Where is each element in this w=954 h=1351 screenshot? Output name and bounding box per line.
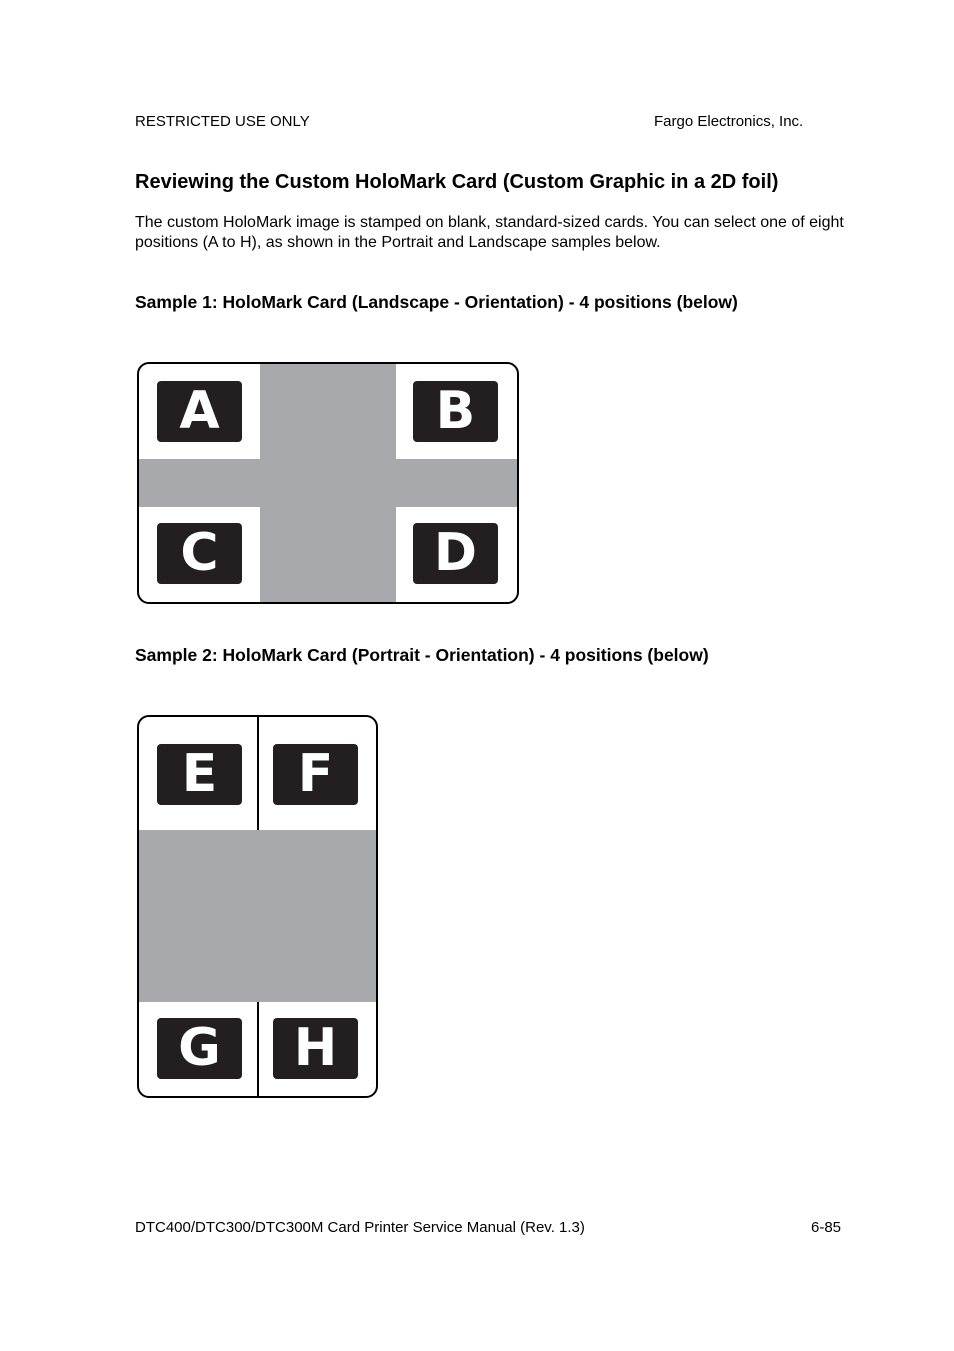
intro-paragraph: The custom HoloMark image is stamped on blank, standard-sized cards. You can select one of eight positions (A to H), as shown in the Portrait and Landscape samples below. [135,214,844,251]
horizontal-band [139,459,517,507]
footer-manual-title: DTC400/DTC300/DTC300M Card Printer Service Manual (Rev. 1.3) [135,1219,585,1236]
header-left: RESTRICTED USE ONLY [135,113,310,130]
sample1-heading: Sample 1: HoloMark Card (Landscape - Orientation) - 4 positions (below) [135,292,738,312]
middle-band [139,830,376,1002]
footer-page-number: 6-85 [811,1219,842,1236]
landscape-card [137,362,519,604]
position-f-tile: F [273,744,358,805]
position-d-tile: D [413,523,498,584]
sample2-heading: Sample 2: HoloMark Card (Portrait - Orientation) - 4 positions (below) [135,645,709,665]
portrait-card [137,715,378,1098]
section-title: Reviewing the Custom HoloMark Card (Custom Graphic in a 2D foil) [135,171,779,193]
position-c-tile: C [157,523,242,584]
position-b-tile: B [413,381,498,442]
header-right: Fargo Electronics, Inc. [654,113,804,130]
bottom-divider [257,1002,259,1098]
position-h-tile: H [273,1018,358,1079]
position-a-tile: A [157,381,242,442]
position-g-tile: G [157,1018,242,1079]
position-e-tile: E [157,744,242,805]
top-divider [257,717,259,830]
